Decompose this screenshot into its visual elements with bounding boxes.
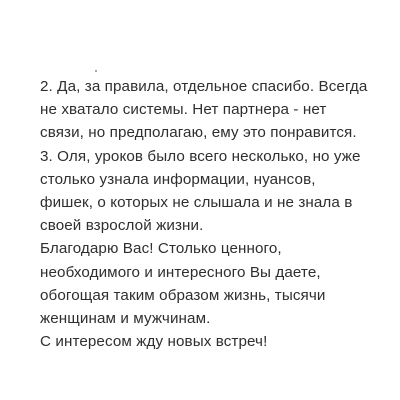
message-line: связи, но предполагаю, ему это понравится. <box>40 124 357 142</box>
message-text-block <box>40 75 385 353</box>
message-line: своей взрослой жизни. <box>40 217 204 235</box>
message-line: Благодарю Вас! Столько ценного, <box>40 240 282 258</box>
stray-dot <box>95 70 97 72</box>
message-line: женщинам и мужчинам. <box>40 310 211 328</box>
message-line: фишек, о которых не слышала и не знала в <box>40 194 353 212</box>
message-line: 3. Оля, уроков было всего несколько, но уже <box>40 147 361 165</box>
message-line: 2. Да, за правила, отдельное спасибо. Всегда <box>40 78 368 95</box>
message-line: необходимого и интересного Вы даете, <box>40 263 321 281</box>
message-line: столько узнала информации, нуансов, <box>40 170 316 188</box>
message-line: не хватало системы. Нет партнера - нет <box>40 101 327 119</box>
message-line: обогощая таким образом жизнь, тысячи <box>40 286 326 304</box>
message-line: С интересом жду новых встреч! <box>40 333 268 351</box>
